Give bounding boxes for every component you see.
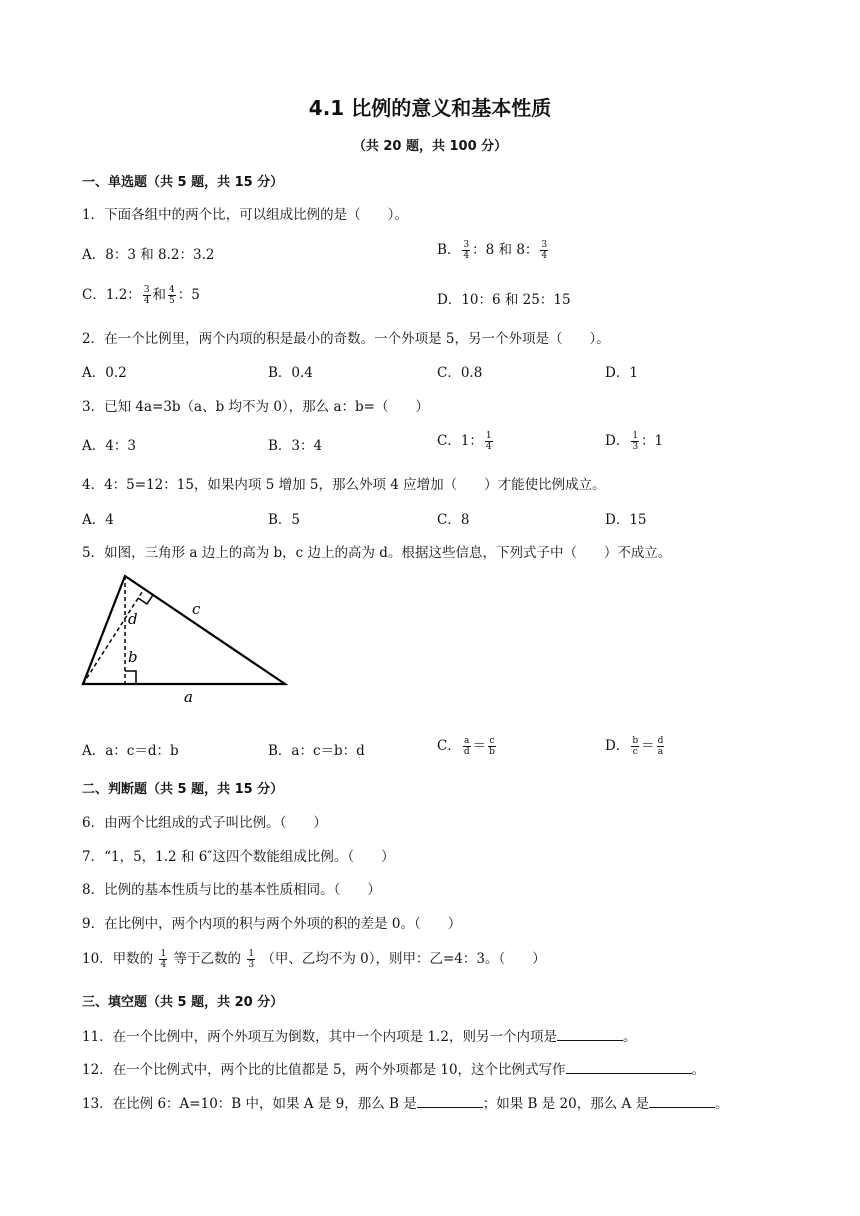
question-2-option-a: A．0.2 (82, 365, 127, 381)
fraction: $\frac{4}{5}$ (169, 285, 175, 306)
answer-blank[interactable] (649, 1095, 715, 1108)
question-3-option-a: A．4：3 (82, 438, 136, 454)
question-4-option-c: C．8 (437, 512, 470, 528)
question-2-option-b: B．0.4 (268, 365, 313, 381)
question-7: 7．“1，5，1.2 和 6″这四个数能组成比例。（ ） (82, 849, 395, 865)
question-12: 12．在一个比例式中，两个比的比值都是 5，两个外项都是 10，这个比例式写作 。 (82, 1062, 706, 1078)
question-13: 13．在比例 6：A=10：B 中，如果 A 是 9，那么 B 是 ；如果 B 是 20，那么 A 是 。 (82, 1096, 729, 1112)
question-4-option-b: B．5 (268, 512, 301, 528)
label-d: d (128, 610, 138, 628)
label-b: b (128, 648, 138, 666)
fraction: $\frac{d}{a}$ (657, 736, 664, 757)
question-8: 8．比例的基本性质与比的基本性质相同。（ ） (82, 882, 381, 898)
label-c: c (192, 600, 201, 618)
question-2-option-c: C．0.8 (437, 365, 483, 381)
fraction: $\frac{1}{3}$ (632, 431, 639, 452)
question-4-option-a: A．4 (82, 512, 114, 528)
question-2-option-d: D．1 (605, 365, 638, 381)
answer-blank[interactable] (417, 1095, 483, 1108)
triangle-figure (78, 568, 293, 703)
question-9: 9．在比例中，两个内项的积与两个外项的积的差是 0。（ ） (82, 916, 462, 932)
question-1-option-c: C．1.2： $\frac{3}{4}$ 和 $\frac{4}{5}$ ：5 (82, 285, 200, 306)
question-1-stem: 1．下面各组中的两个比，可以组成比例的是（ ）。 (82, 207, 408, 223)
question-3-option-b: B．3：4 (268, 438, 323, 454)
answer-blank[interactable] (557, 1028, 623, 1041)
question-5-option-a: A．a：c＝d：b (82, 743, 179, 759)
fraction: $\frac{3}{4}$ (143, 285, 150, 306)
question-1-option-d: D．10：6 和 25：15 (437, 292, 571, 308)
question-10: 10．甲数的 $\frac{1}{4}$ 等于乙数的 $\frac{1}{3}$ （甲、乙均不为 0），则甲：乙=4：3。（ ） (82, 949, 546, 970)
question-5-stem: 5．如图，三角形 a 边上的高为 b，c 边上的高为 d。根据这些信息，下列式子中（ ）不成立。 (82, 545, 672, 561)
question-5-option-c: C． $\frac{a}{d}$ ＝ $\frac{c}{b}$ (437, 736, 495, 757)
fraction: $\frac{1}{4}$ (160, 949, 167, 970)
question-1-option-b: B． $\frac{3}{4}$ ：8 和 8： $\frac{3}{4}$ (437, 240, 548, 261)
triangle-outline (83, 576, 285, 684)
question-2-stem: 2．在一个比例里，两个内项的积是最小的奇数。一个外项是 5，另一个外项是（ ）。 (82, 331, 610, 347)
question-5-option-d: D． $\frac{b}{c}$ ＝ $\frac{d}{a}$ (605, 736, 664, 757)
fraction: $\frac{c}{b}$ (489, 736, 495, 757)
question-6: 6．由两个比组成的式子叫比例。（ ） (82, 815, 327, 831)
question-3-option-c: C．1： $\frac{1}{4}$ (437, 431, 492, 452)
fraction: $\frac{3}{4}$ (541, 240, 548, 261)
fraction: $\frac{1}{3}$ (248, 949, 255, 970)
fraction: $\frac{3}{4}$ (463, 240, 470, 261)
section-heading-true-false: 二、判断题（共 5 题，共 15 分） (82, 782, 284, 797)
question-3-stem: 3．已知 4a=3b（a、b 均不为 0），那么 a：b=（ ） (82, 399, 429, 415)
question-11: 11．在一个比例中，两个外项互为倒数，其中一个内项是 1.2，则另一个内项是 。 (82, 1029, 637, 1045)
question-4-option-d: D．15 (605, 512, 647, 528)
right-angle-mark-base (125, 671, 136, 684)
page-subtitle: （共 20 题，共 100 分） (352, 139, 508, 154)
question-3-option-d: D． $\frac{1}{3}$ ：1 (605, 431, 664, 452)
right-angle-mark-c (138, 595, 153, 604)
question-4-stem: 4．4：5=12：15，如果内项 5 增加 5，那么外项 4 应增加（ ）才能使比例成立。 (82, 477, 606, 493)
page-title: 4.1 比例的意义和基本性质 (308, 96, 552, 120)
section-heading-fill-blank: 三、填空题（共 5 题，共 20 分） (82, 995, 284, 1010)
fraction: $\frac{1}{4}$ (485, 431, 492, 452)
section-heading-single-choice: 一、单选题（共 5 题，共 15 分） (82, 175, 284, 190)
question-5-option-b: B．a：c＝b：d (268, 743, 365, 759)
answer-blank[interactable] (566, 1061, 692, 1074)
fraction: $\frac{a}{d}$ (463, 736, 470, 757)
fraction: $\frac{b}{c}$ (632, 736, 639, 757)
label-a: a (184, 688, 193, 703)
question-1-option-a: A．8：3 和 8.2：3.2 (82, 247, 215, 263)
